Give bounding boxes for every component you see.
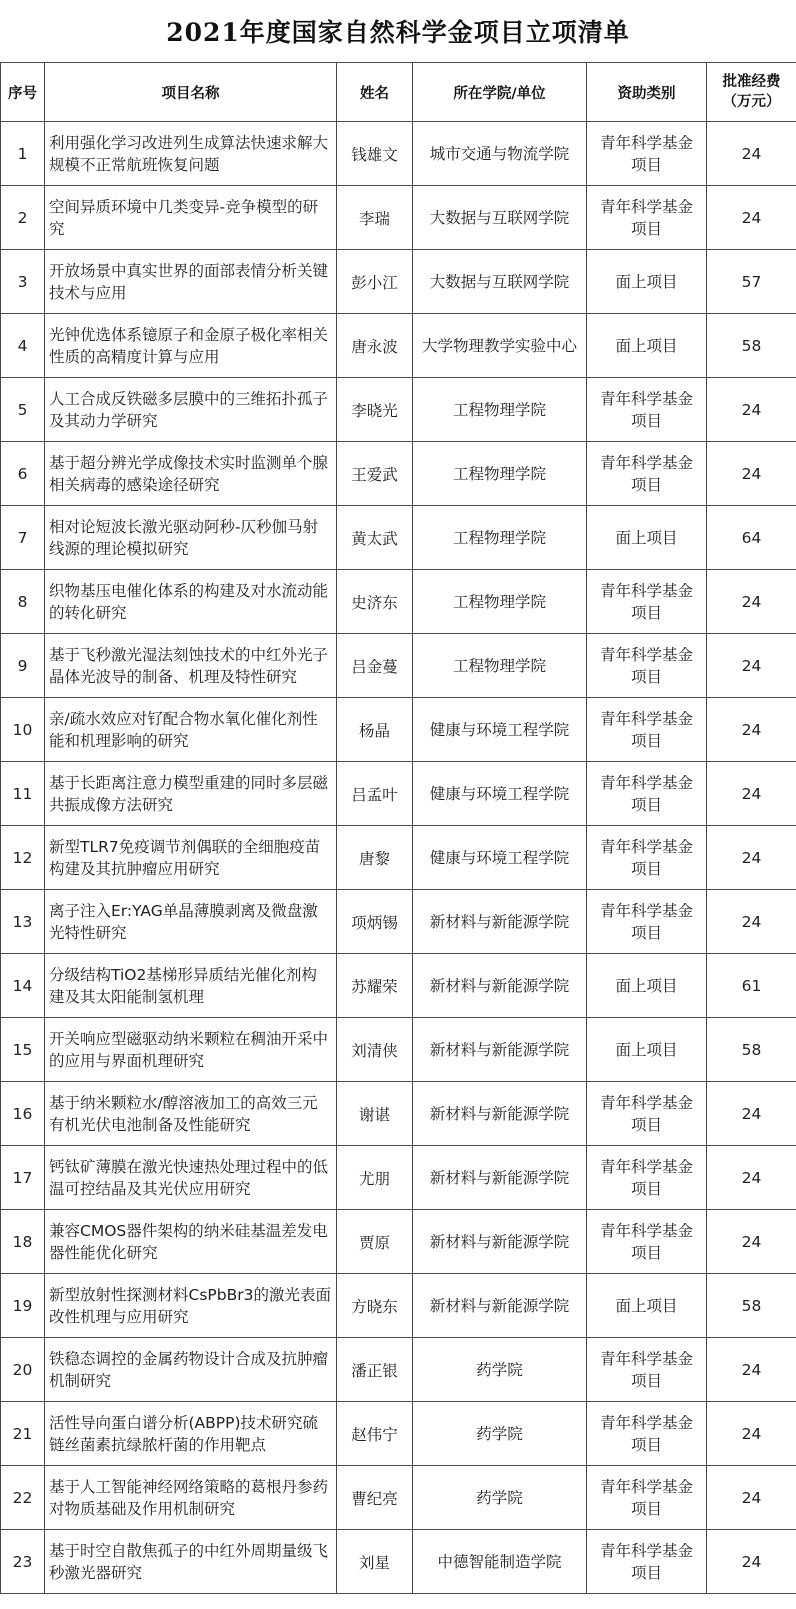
cell-dept: 大数据与互联网学院 (413, 186, 587, 250)
table-row (1, 122, 796, 186)
cell-project-name: 兼容CMOS器件架构的纳米硅基温差发电器性能优化研究 (45, 1210, 337, 1274)
cell-person: 刘星 (337, 1530, 413, 1594)
cell-project-name: 光钟优选体系镱原子和金原子极化率相关性质的高精度计算与应用 (45, 314, 337, 378)
cell-fund: 24 (707, 1466, 796, 1530)
cell-fund: 24 (707, 378, 796, 442)
cell-no: 4 (1, 314, 45, 378)
cell-dept: 药学院 (413, 1338, 587, 1402)
cell-fund: 24 (707, 1082, 796, 1146)
cell-fund: 24 (707, 762, 796, 826)
cell-project-name: 基于时空自散焦孤子的中红外周期量级飞秒激光器研究 (45, 1530, 337, 1594)
cell-dept: 工程物理学院 (413, 378, 587, 442)
cell-type: 面上项目 (587, 1018, 707, 1082)
cell-no: 2 (1, 186, 45, 250)
cell-person: 黄太武 (337, 506, 413, 570)
cell-project-name: 新型TLR7免疫调节剂偶联的全细胞疫苗构建及其抗肿瘤应用研究 (45, 826, 337, 890)
cell-project-name: 基于飞秒激光湿法刻蚀技术的中红外光子晶体光波导的制备、机理及特性研究 (45, 634, 337, 698)
table-row (1, 954, 796, 1018)
cell-fund: 24 (707, 1402, 796, 1466)
cell-type: 青年科学基金项目 (587, 378, 707, 442)
cell-person: 李瑞 (337, 186, 413, 250)
cell-no: 17 (1, 1146, 45, 1210)
cell-fund: 24 (707, 1146, 796, 1210)
cell-no: 11 (1, 762, 45, 826)
cell-fund: 24 (707, 1210, 796, 1274)
cell-no: 7 (1, 506, 45, 570)
cell-person: 王爱武 (337, 442, 413, 506)
cell-dept: 健康与环境工程学院 (413, 762, 587, 826)
table-row (1, 1338, 796, 1402)
cell-type: 青年科学基金项目 (587, 186, 707, 250)
cell-fund: 24 (707, 634, 796, 698)
cell-fund: 24 (707, 186, 796, 250)
cell-person: 贾原 (337, 1210, 413, 1274)
cell-type: 青年科学基金项目 (587, 1402, 707, 1466)
cell-person: 杨晶 (337, 698, 413, 762)
cell-type: 青年科学基金项目 (587, 1338, 707, 1402)
cell-project-name: 钙钛矿薄膜在激光快速热处理过程中的低温可控结晶及其光伏应用研究 (45, 1146, 337, 1210)
cell-dept: 工程物理学院 (413, 570, 587, 634)
table-body (1, 122, 796, 1594)
cell-type: 青年科学基金项目 (587, 634, 707, 698)
cell-person: 方晓东 (337, 1274, 413, 1338)
table-row (1, 570, 796, 634)
cell-person: 吕金蔓 (337, 634, 413, 698)
cell-type: 青年科学基金项目 (587, 1210, 707, 1274)
document-title: 2021年度国家自然科学金项目立项清单 (166, 18, 630, 47)
cell-fund: 24 (707, 1338, 796, 1402)
cell-project-name: 开放场景中真实世界的面部表情分析关键技术与应用 (45, 250, 337, 314)
cell-project-name: 活性导向蛋白谱分析(ABPP)技术研究硫链丝菌素抗绿脓杆菌的作用靶点 (45, 1402, 337, 1466)
cell-fund: 24 (707, 890, 796, 954)
cell-person: 唐黎 (337, 826, 413, 890)
cell-no: 6 (1, 442, 45, 506)
table-row (1, 378, 796, 442)
cell-project-name: 基于纳米颗粒水/醇溶液加工的高效三元有机光伏电池制备及性能研究 (45, 1082, 337, 1146)
cell-type: 青年科学基金项目 (587, 1146, 707, 1210)
cell-project-name: 利用强化学习改进列生成算法快速求解大规模不正常航班恢复问题 (45, 122, 337, 186)
cell-person: 曹纪亮 (337, 1466, 413, 1530)
cell-type: 面上项目 (587, 954, 707, 1018)
cell-dept: 中德智能制造学院 (413, 1530, 587, 1594)
cell-dept: 药学院 (413, 1466, 587, 1530)
cell-no: 5 (1, 378, 45, 442)
table-row (1, 1466, 796, 1530)
cell-dept: 新材料与新能源学院 (413, 954, 587, 1018)
table-row (1, 186, 796, 250)
cell-person: 李晓光 (337, 378, 413, 442)
cell-no: 3 (1, 250, 45, 314)
cell-project-name: 铁稳态调控的金属药物设计合成及抗肿瘤机制研究 (45, 1338, 337, 1402)
cell-project-name: 分级结构TiO2基梯形异质结光催化剂构建及其太阳能制氢机理 (45, 954, 337, 1018)
cell-no: 13 (1, 890, 45, 954)
header-fund (707, 63, 796, 122)
table-row (1, 634, 796, 698)
cell-type: 青年科学基金项目 (587, 1466, 707, 1530)
table-row (1, 762, 796, 826)
header-dept: 所在学院/单位 (413, 63, 587, 122)
cell-fund: 64 (707, 506, 796, 570)
cell-person: 唐永波 (337, 314, 413, 378)
header-no: 序号 (1, 63, 45, 122)
table-row (1, 826, 796, 890)
cell-type: 面上项目 (587, 1274, 707, 1338)
cell-dept: 工程物理学院 (413, 442, 587, 506)
cell-fund: 24 (707, 698, 796, 762)
cell-project-name: 基于人工智能神经网络策略的葛根丹参药对物质基础及作用机制研究 (45, 1466, 337, 1530)
cell-dept: 药学院 (413, 1402, 587, 1466)
cell-dept: 城市交通与物流学院 (413, 122, 587, 186)
cell-dept: 健康与环境工程学院 (413, 826, 587, 890)
cell-type: 青年科学基金项目 (587, 122, 707, 186)
table-row (1, 1082, 796, 1146)
table-row (1, 698, 796, 762)
cell-dept: 新材料与新能源学院 (413, 1082, 587, 1146)
cell-no: 22 (1, 1466, 45, 1530)
cell-no: 14 (1, 954, 45, 1018)
cell-fund: 58 (707, 1018, 796, 1082)
cell-no: 10 (1, 698, 45, 762)
header-type: 资助类别 (587, 63, 707, 122)
cell-type: 青年科学基金项目 (587, 890, 707, 954)
cell-dept: 工程物理学院 (413, 506, 587, 570)
cell-type: 青年科学基金项目 (587, 1530, 707, 1594)
header-fund-line1: 批准经费 (722, 74, 781, 90)
cell-person: 史济东 (337, 570, 413, 634)
cell-type: 青年科学基金项目 (587, 826, 707, 890)
cell-type: 面上项目 (587, 250, 707, 314)
cell-fund: 58 (707, 314, 796, 378)
cell-dept: 新材料与新能源学院 (413, 890, 587, 954)
cell-project-name: 人工合成反铁磁多层膜中的三维拓扑孤子及其动力学研究 (45, 378, 337, 442)
cell-person: 吕孟叶 (337, 762, 413, 826)
table-row (1, 1402, 796, 1466)
cell-project-name: 织物基压电催化体系的构建及对水流动能的转化研究 (45, 570, 337, 634)
cell-no: 16 (1, 1082, 45, 1146)
project-table (0, 62, 796, 1594)
cell-person: 谢谌 (337, 1082, 413, 1146)
cell-type: 青年科学基金项目 (587, 698, 707, 762)
table-row (1, 890, 796, 954)
table-row (1, 1018, 796, 1082)
cell-dept: 新材料与新能源学院 (413, 1146, 587, 1210)
cell-project-name: 开关响应型磁驱动纳米颗粒在稠油开采中的应用与界面机理研究 (45, 1018, 337, 1082)
cell-type: 面上项目 (587, 314, 707, 378)
cell-person: 彭小江 (337, 250, 413, 314)
cell-no: 9 (1, 634, 45, 698)
cell-dept: 大学物理教学实验中心 (413, 314, 587, 378)
cell-dept: 新材料与新能源学院 (413, 1018, 587, 1082)
header-project-name: 项目名称 (45, 63, 337, 122)
cell-fund: 24 (707, 826, 796, 890)
cell-no: 23 (1, 1530, 45, 1594)
cell-person: 潘正银 (337, 1338, 413, 1402)
cell-no: 20 (1, 1338, 45, 1402)
cell-dept: 健康与环境工程学院 (413, 698, 587, 762)
cell-project-name: 离子注入Er:YAG单晶薄膜剥离及微盘激光特性研究 (45, 890, 337, 954)
table-header-row (1, 63, 796, 122)
cell-type: 青年科学基金项目 (587, 1082, 707, 1146)
header-fund-line2: （万元） (722, 94, 781, 110)
cell-project-name: 基于超分辨光学成像技术实时监测单个腺相关病毒的感染途径研究 (45, 442, 337, 506)
table-row (1, 506, 796, 570)
cell-fund: 24 (707, 570, 796, 634)
cell-project-name: 亲/疏水效应对钌配合物水氧化催化剂性能和机理影响的研究 (45, 698, 337, 762)
cell-project-name: 空间异质环境中几类变异-竞争模型的研究 (45, 186, 337, 250)
table-row (1, 1146, 796, 1210)
table-row (1, 1274, 796, 1338)
cell-fund: 61 (707, 954, 796, 1018)
table-row (1, 1210, 796, 1274)
cell-dept: 大数据与互联网学院 (413, 250, 587, 314)
cell-project-name: 新型放射性探测材料CsPbBr3的激光表面改性机理与应用研究 (45, 1274, 337, 1338)
cell-fund: 24 (707, 122, 796, 186)
cell-type: 青年科学基金项目 (587, 762, 707, 826)
cell-person: 尤朋 (337, 1146, 413, 1210)
cell-type: 青年科学基金项目 (587, 442, 707, 506)
cell-fund: 58 (707, 1274, 796, 1338)
cell-person: 赵伟宁 (337, 1402, 413, 1466)
cell-person: 刘清侠 (337, 1018, 413, 1082)
cell-type: 青年科学基金项目 (587, 570, 707, 634)
cell-type: 面上项目 (587, 506, 707, 570)
header-person: 姓名 (337, 63, 413, 122)
table-row (1, 442, 796, 506)
cell-project-name: 基于长距离注意力模型重建的同时多层磁共振成像方法研究 (45, 762, 337, 826)
cell-dept: 新材料与新能源学院 (413, 1274, 587, 1338)
table-row (1, 1530, 796, 1594)
cell-no: 12 (1, 826, 45, 890)
cell-fund: 24 (707, 442, 796, 506)
cell-dept: 工程物理学院 (413, 634, 587, 698)
cell-no: 18 (1, 1210, 45, 1274)
table-row (1, 250, 796, 314)
cell-no: 1 (1, 122, 45, 186)
cell-fund: 57 (707, 250, 796, 314)
cell-person: 钱雄文 (337, 122, 413, 186)
table-row (1, 314, 796, 378)
cell-no: 19 (1, 1274, 45, 1338)
cell-no: 15 (1, 1018, 45, 1082)
cell-no: 8 (1, 570, 45, 634)
cell-dept: 新材料与新能源学院 (413, 1210, 587, 1274)
cell-person: 项炳锡 (337, 890, 413, 954)
cell-no: 21 (1, 1402, 45, 1466)
cell-person: 苏耀荣 (337, 954, 413, 1018)
cell-fund: 24 (707, 1530, 796, 1594)
cell-project-name: 相对论短波长激光驱动阿秒-仄秒伽马射线源的理论模拟研究 (45, 506, 337, 570)
